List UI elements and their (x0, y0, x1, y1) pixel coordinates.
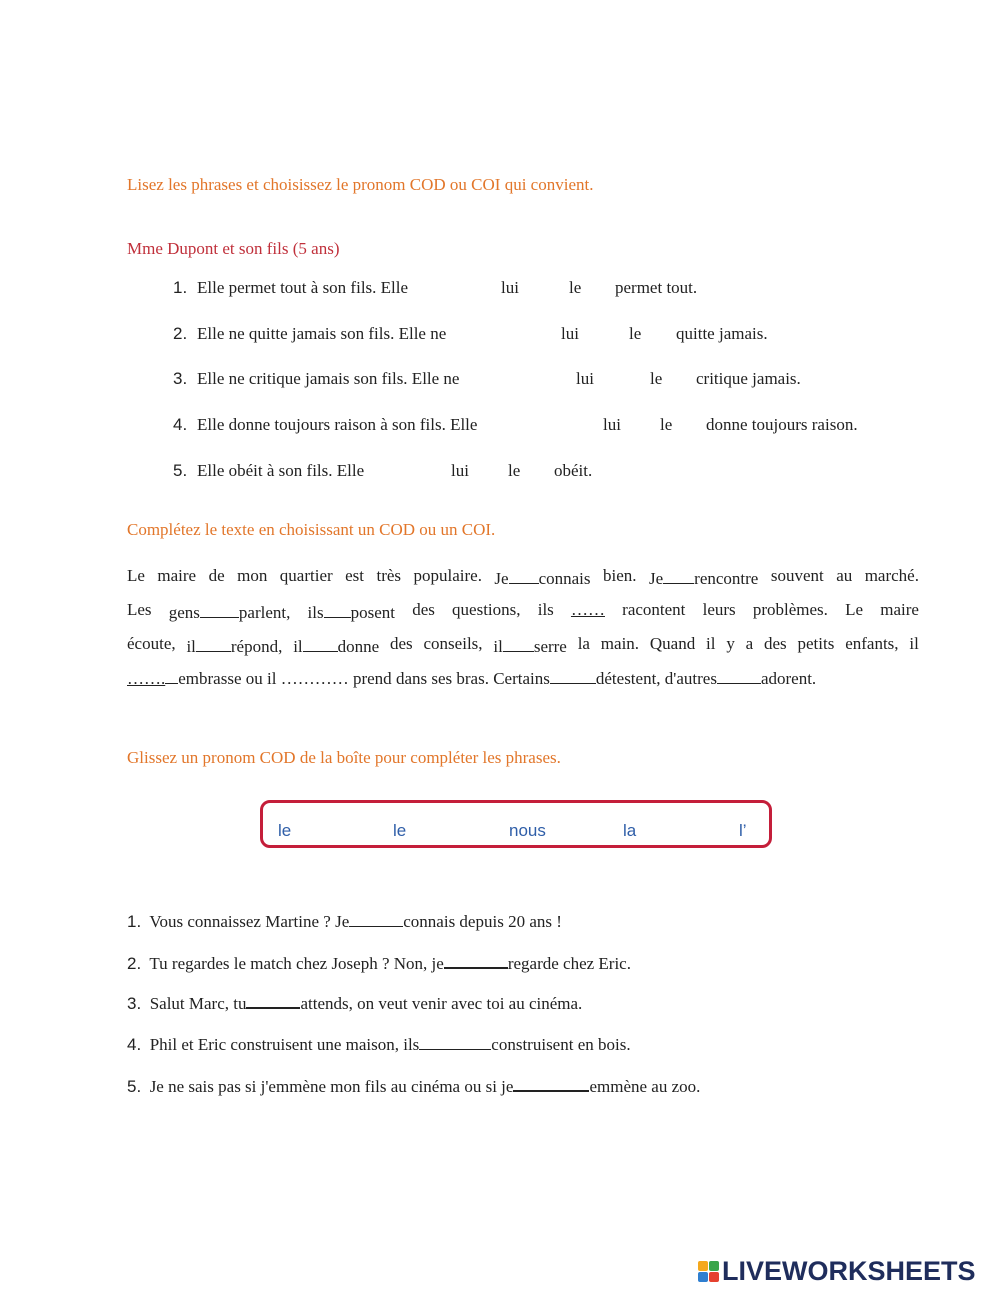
word: problèmes. (752, 600, 828, 619)
blank-input[interactable] (196, 634, 231, 652)
word: ou (245, 669, 263, 688)
word: il (706, 634, 716, 653)
word: rencontre (694, 569, 759, 588)
blank-input[interactable] (165, 666, 178, 684)
word: racontent (622, 600, 686, 619)
exercise-3-item (127, 909, 562, 932)
option-le[interactable]: le (569, 278, 582, 297)
blank-input[interactable] (509, 566, 539, 584)
sentence-end: regarde chez Eric. (507, 954, 631, 973)
word: quartier (279, 566, 333, 585)
word: bien. (603, 566, 637, 585)
draggable-word[interactable]: le (278, 821, 292, 840)
sentence-start: Phil et Eric construisent une maison, ils (149, 1035, 420, 1054)
item-number: 1. (173, 278, 188, 297)
subtitle-1: Mme Dupont et son fils (5 ans) (127, 239, 340, 258)
word: maire (157, 566, 197, 585)
paragraph-line (127, 566, 919, 589)
sentence-end: attends, on veut venir avec toi au cinéma. (300, 994, 583, 1013)
word: parlent, (238, 603, 291, 622)
sentence-end: obéit. (554, 461, 593, 480)
word: détestent, (595, 669, 661, 688)
word: y (726, 634, 735, 653)
sentence-start: Elle permet tout à son fils. Elle (197, 278, 409, 297)
dotted-blank[interactable]: ……. (127, 669, 166, 688)
blank-input[interactable] (200, 600, 239, 618)
paragraph-line (127, 666, 919, 689)
draggable-word[interactable]: l’ (739, 821, 747, 840)
word: dans (395, 669, 428, 688)
blank-input[interactable] (503, 634, 534, 652)
word: Le (845, 600, 864, 619)
draggable-word[interactable]: nous (509, 821, 546, 840)
word: bras. (456, 669, 489, 688)
word: ils (537, 600, 554, 619)
word: gens (168, 603, 200, 622)
option-le[interactable]: le (508, 461, 521, 480)
sentence-start: Elle ne critique jamais son fils. Elle ne (197, 369, 460, 388)
instruction-1: Lisez les phrases et choisissez le pronom COD ou COI qui convient. (127, 175, 594, 194)
sentence-start: Elle obéit à son fils. Elle (197, 461, 365, 480)
word: ses (431, 669, 453, 688)
blank-input[interactable] (303, 634, 338, 652)
item-number: 4. (127, 1035, 142, 1054)
option-le[interactable]: le (629, 324, 642, 343)
sentence-end: donne toujours raison. (706, 415, 858, 434)
word: Le (127, 566, 145, 585)
word: très (376, 566, 402, 585)
drop-zone[interactable] (246, 990, 300, 1009)
word: main. (600, 634, 640, 653)
word: il (267, 669, 277, 688)
word: adorent. (760, 669, 817, 688)
word: de (208, 566, 225, 585)
blank-input[interactable] (663, 566, 694, 584)
logo-square (709, 1272, 719, 1282)
option-lui[interactable]: lui (576, 369, 594, 388)
word: il (909, 634, 919, 653)
sentence-end: emmène au zoo. (589, 1077, 701, 1096)
sentence-end: permet tout. (615, 278, 698, 297)
word: Je (494, 569, 509, 588)
draggable-word[interactable]: le (393, 821, 407, 840)
paragraph-line (127, 600, 919, 623)
sentence-end: critique jamais. (696, 369, 801, 388)
word: embrasse (178, 669, 242, 688)
exercise-3-item (127, 950, 631, 974)
word: répond, (230, 637, 283, 656)
drop-zone[interactable] (444, 950, 508, 969)
blank-input[interactable] (550, 666, 596, 684)
sentence-start: Salut Marc, tu (149, 994, 247, 1013)
word: conseils, (423, 634, 483, 653)
item-number: 4. (173, 415, 188, 434)
option-lui[interactable]: lui (603, 415, 621, 434)
word: enfants, (845, 634, 899, 653)
word: est (345, 566, 365, 585)
word: serre (533, 637, 567, 656)
word: Les (127, 600, 152, 619)
word: posent (350, 603, 395, 622)
option-lui[interactable]: lui (501, 278, 519, 297)
word: la (577, 634, 590, 653)
item-number: 2. (127, 954, 142, 973)
sentence-start: Elle ne quitte jamais son fils. Elle ne (197, 324, 447, 343)
word: petits (797, 634, 835, 653)
exercise-3-item (127, 1073, 700, 1097)
item-number: 3. (173, 369, 188, 388)
sentence-end: connais depuis 20 ans ! (403, 912, 562, 931)
instruction-3: Glissez un pronom COD de la boîte pour compléter les phrases. (127, 748, 561, 767)
sentence-end: quitte jamais. (676, 324, 768, 343)
instruction-2: Complétez le texte en choisissant un COD ou un COI. (127, 520, 496, 539)
logo-text: LIVEWORKSHEETS (722, 1255, 976, 1286)
word: il (293, 637, 303, 656)
option-lui[interactable]: lui (451, 461, 469, 480)
logo-square (698, 1272, 708, 1282)
word: connais (538, 569, 591, 588)
word: des (412, 600, 435, 619)
word: mon (237, 566, 268, 585)
item-number: 2. (173, 324, 188, 343)
word: populaire. (413, 566, 482, 585)
item-number: 3. (127, 994, 142, 1013)
word: il (186, 637, 196, 656)
liveworksheets-logo (698, 1256, 976, 1286)
word: marché. (864, 566, 919, 585)
word: des (764, 634, 787, 653)
exercise-3-item (127, 990, 582, 1014)
drop-zone[interactable] (513, 1073, 589, 1092)
sentence-start: Je ne sais pas si j'emmène mon fils au cinéma ou si je (149, 1077, 514, 1096)
word: au (836, 566, 853, 585)
word: souvent (770, 566, 824, 585)
sentence-start: Vous connaissez Martine ? Je (149, 912, 350, 931)
word: des (390, 634, 413, 653)
logo-square (698, 1261, 708, 1271)
word: a (745, 634, 754, 653)
item-number: 5. (173, 461, 188, 480)
option-le[interactable]: le (650, 369, 663, 388)
draggable-word[interactable]: la (623, 821, 637, 840)
dotted-blank[interactable]: ………… (280, 669, 349, 688)
sentence-start: Elle donne toujours raison à son fils. Elle (197, 415, 478, 434)
word: ils (307, 603, 324, 622)
option-lui[interactable]: lui (561, 324, 579, 343)
word: leurs (702, 600, 736, 619)
sentence-end: construisent en bois. (491, 1035, 631, 1054)
blank-input[interactable] (324, 600, 351, 618)
logo-icon (698, 1261, 719, 1282)
blank-input[interactable] (717, 666, 761, 684)
paragraph-line (127, 634, 919, 657)
item-number: 5. (127, 1077, 142, 1096)
dotted-blank[interactable]: …… (570, 600, 605, 619)
drop-zone[interactable] (419, 1032, 491, 1050)
word: prend (352, 669, 392, 688)
word: Certains (493, 669, 550, 688)
logo-square (709, 1261, 719, 1271)
word: écoute, (127, 634, 176, 653)
item-number: 1. (127, 912, 142, 931)
word: d'autres (664, 669, 717, 688)
option-le[interactable]: le (660, 415, 673, 434)
word: il (493, 637, 503, 656)
word: Je (649, 569, 664, 588)
word: maire (880, 600, 919, 619)
word: donne (337, 637, 380, 656)
drop-zone[interactable] (349, 909, 403, 927)
sentence-start: Tu regardes le match chez Joseph ? Non, je (149, 954, 444, 973)
word: questions, (452, 600, 521, 619)
exercise-3-item (127, 1032, 631, 1055)
word: Quand (649, 634, 696, 653)
